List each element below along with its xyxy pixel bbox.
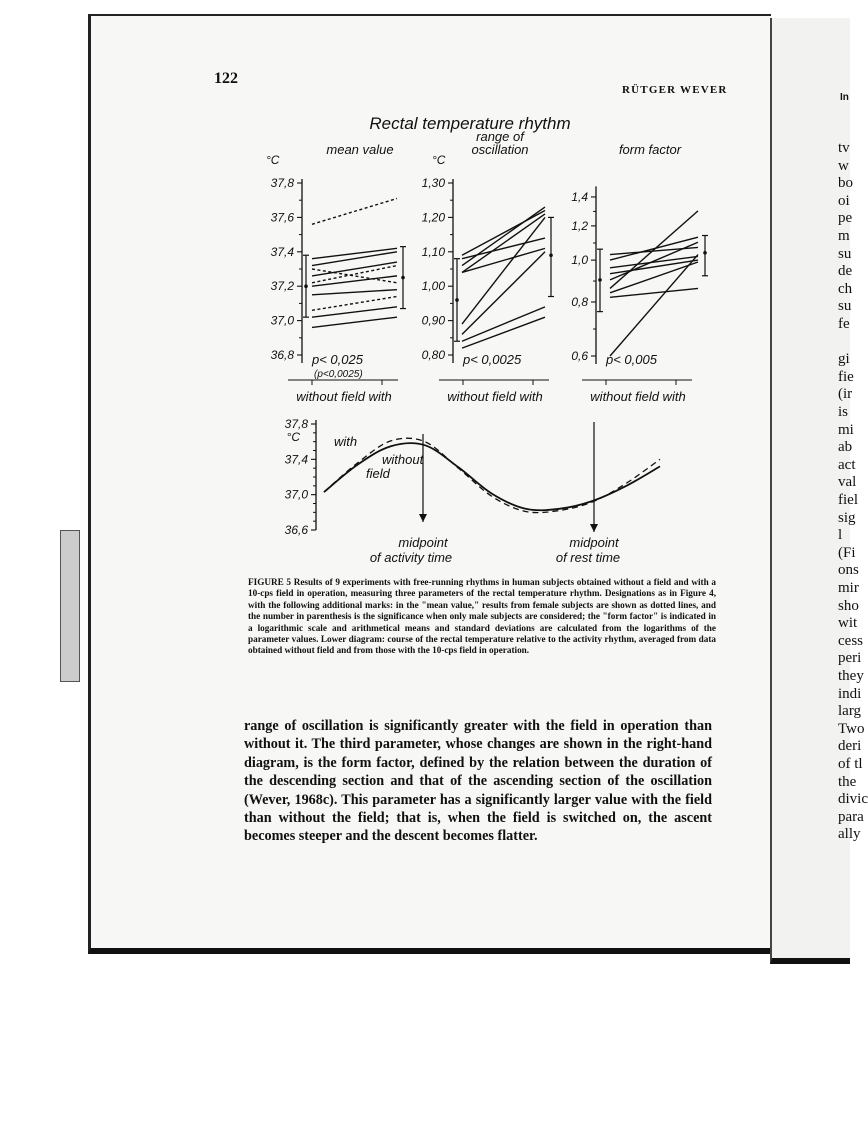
series-line — [610, 288, 698, 297]
edge-text-line: oi — [838, 192, 850, 209]
lower-y-tick-label: 37,8 — [284, 417, 308, 431]
y-tick-label: 0,90 — [421, 313, 445, 328]
edge-text-line: para — [838, 808, 864, 825]
figure-5 — [240, 104, 730, 574]
y-tick-label: 1,2 — [571, 218, 588, 233]
edge-text-line: ab — [838, 439, 853, 456]
panel-3 — [571, 142, 708, 404]
figure-caption: FIGURE 5 Results of 9 experiments with free-running rhythms in human subjects obtained without a field and with a 10-cps field in operation, measuring three parameters of the rectal temperature rhythm. Designations as in Figure 4, with the following additional marks: in the "mean value," results from female subjects are shown as dotted lines, and the number in parenthesis is the significance when only male subjects are considered; the "form factor" is indicated in a logarithmic scale and arithmetical means and standard deviations are calculated from the logarithms of the parameter values. Lower diagram: course of the rectal temperature relative to the activity rhythm, averaged from data obtained without field and from those with the 10-cps field in operation. — [248, 577, 716, 656]
series-line — [312, 198, 397, 224]
edge-text-line: Two — [838, 720, 865, 737]
edge-text-line: fiel — [838, 492, 858, 508]
midpoint-activity-label: of activity time — [369, 550, 453, 565]
mean-dot — [304, 284, 308, 288]
edge-text-line: of tl — [838, 756, 863, 772]
y-tick-label: 1,30 — [421, 176, 445, 190]
edge-text-line: is — [838, 404, 849, 420]
edge-text-line: sho — [838, 597, 859, 614]
panel-heading: range of — [476, 129, 524, 144]
p-value: p< 0,005 — [606, 352, 657, 367]
edge-text-line: divic — [838, 791, 868, 808]
x-label: without field with — [447, 389, 543, 404]
mean-dot — [703, 251, 707, 255]
midpoint-rest-label: midpoint — [569, 535, 619, 550]
edge-text-line: fie — [838, 368, 854, 385]
midpoint-activity-label: midpoint — [398, 535, 448, 550]
unit-label: °C — [432, 153, 446, 167]
midpoint-rest-label: of rest time — [555, 550, 621, 565]
y-tick-label: 1,20 — [421, 210, 445, 225]
panel-heading: form factor — [618, 142, 682, 157]
y-tick-label: 37,6 — [270, 210, 294, 225]
series-line — [312, 317, 397, 327]
edge-text-line: (Fi — [838, 544, 856, 561]
running-head: RÜTGER WEVER — [622, 84, 728, 96]
x-label: without field with — [296, 389, 392, 404]
edge-text-line: cess — [838, 632, 863, 649]
edge-text-line: wit — [838, 615, 858, 632]
p-value-male: (p<0,0025) — [314, 369, 363, 380]
label-field: field — [366, 466, 390, 481]
mean-dot — [401, 276, 405, 280]
mean-dot — [598, 278, 602, 282]
edge-text-line: indi — [838, 685, 862, 702]
edge-text-line: ally — [838, 826, 861, 843]
binding-tab — [60, 530, 80, 682]
edge-text-line: (ir — [838, 386, 853, 403]
edge-text-line: bo — [838, 175, 853, 192]
edge-text-line: m — [838, 228, 850, 244]
edge-text-line: w — [838, 157, 849, 174]
edge-text-line: l — [838, 527, 843, 544]
lower-y-tick-label: 37,0 — [284, 487, 308, 502]
edge-text-line: val — [838, 474, 857, 491]
panel-1 — [266, 142, 406, 404]
p-value: p< 0,025 — [312, 352, 363, 367]
edge-text-line: ch — [838, 280, 853, 297]
right-page-header: In — [840, 92, 849, 103]
label-without: without — [382, 452, 424, 467]
y-tick-label: 1,0 — [571, 253, 588, 268]
y-tick-label: 37,0 — [270, 313, 294, 328]
series-line — [462, 207, 545, 265]
figure-title: Rectal temperature rhythm — [369, 114, 571, 133]
lower-y-tick-label: 37,4 — [284, 452, 308, 467]
series-line — [462, 248, 545, 272]
edge-text-line: peri — [838, 650, 862, 667]
label-with: with — [334, 434, 358, 449]
edge-text-line: deri — [838, 738, 862, 755]
edge-text-line: sig — [838, 509, 856, 526]
edge-text-line: act — [838, 456, 856, 473]
x-label: without field with — [590, 389, 686, 404]
mean-dot — [549, 253, 553, 257]
body-text: range of oscillation is significantly greater with the field in operation than without it. The third parameter, whose changes are shown in the right-hand diagram, is the form factor, defined by the relation between the duration of the descending section and that of the ascending section of the oscillation (Wever, 1968c). This parameter has a significantly larger value with the field than without the field; that is, when the field is switched on, the ascent becomes steeper and the descent becomes flatter. — [244, 718, 712, 845]
p-value: p< 0,0025 — [463, 352, 522, 367]
y-tick-label: 36,8 — [270, 348, 294, 362]
edge-text-line: mir — [838, 580, 859, 596]
edge-text-line: de — [838, 263, 853, 280]
panel-2 — [422, 129, 554, 404]
lower-unit: °C — [286, 430, 300, 444]
y-tick-label: 37,8 — [270, 176, 294, 190]
edge-text-line: su — [838, 298, 852, 315]
edge-text-line: tv — [838, 140, 850, 156]
page-number: 122 — [214, 70, 238, 87]
y-tick-label: 0,8 — [571, 294, 588, 309]
y-tick-label: 1,10 — [421, 244, 445, 259]
edge-text-line: ons — [838, 562, 859, 579]
series-line — [312, 290, 397, 295]
edge-text-line: pe — [838, 210, 853, 227]
series-line — [462, 307, 545, 341]
lower-y-tick-label: 36,6 — [284, 523, 308, 537]
series-line — [610, 242, 698, 280]
y-tick-label: 0,80 — [421, 348, 445, 362]
edge-text-line: su — [838, 245, 852, 262]
y-tick-label: 1,4 — [571, 189, 588, 204]
panel-heading: mean value — [326, 142, 394, 157]
midpoint-rest-arrowhead — [590, 524, 598, 532]
figure-svg — [240, 104, 730, 574]
edge-text-line: they — [838, 668, 864, 684]
edge-text-line: larg — [838, 703, 862, 720]
mean-dot — [455, 298, 459, 302]
edge-text-line: the — [838, 773, 857, 790]
edge-text-line: mi — [838, 421, 854, 438]
series-line — [610, 255, 698, 356]
panel-heading: oscillation — [471, 142, 529, 157]
edge-text-line: gi — [838, 351, 850, 368]
y-tick-label: 1,00 — [421, 279, 445, 294]
midpoint-activity-arrowhead — [419, 514, 427, 522]
y-tick-label: 37,2 — [270, 279, 294, 294]
edge-text-line: fe — [838, 316, 850, 332]
y-tick-label: 0,6 — [571, 349, 588, 363]
unit-label: °C — [266, 153, 280, 167]
y-tick-label: 37,4 — [270, 244, 294, 259]
